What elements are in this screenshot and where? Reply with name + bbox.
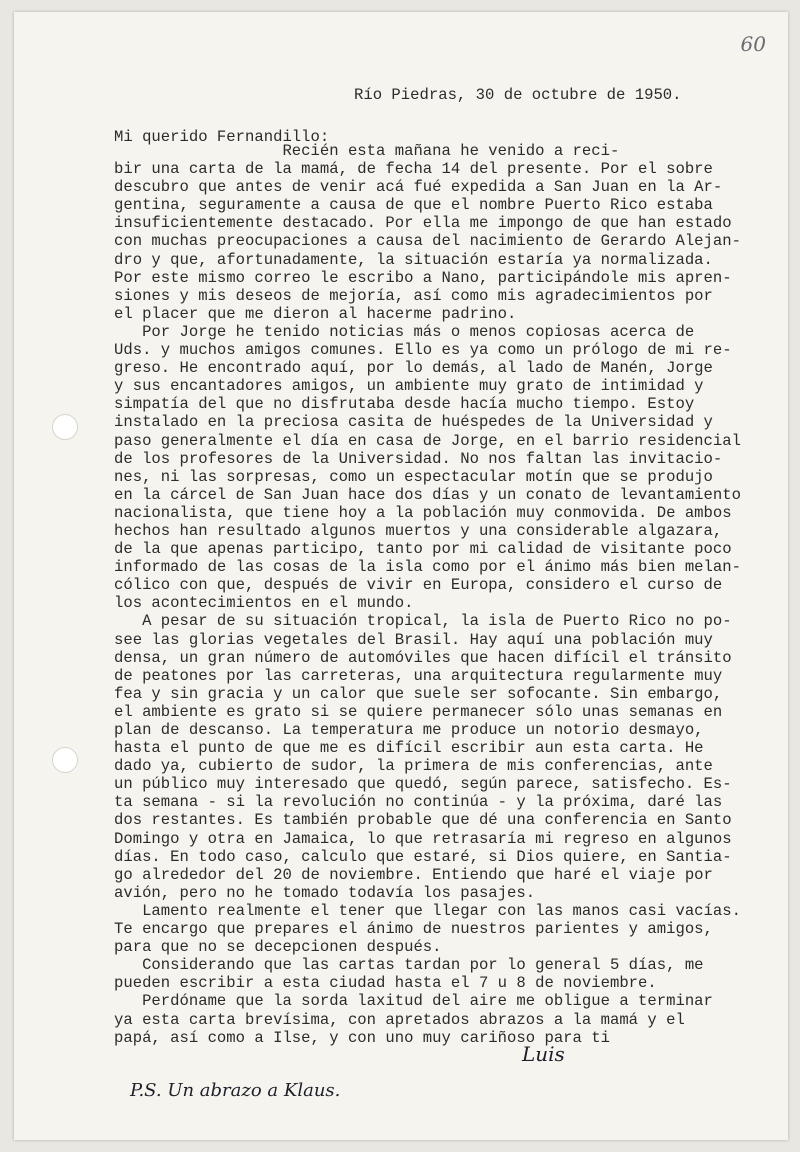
- letter-line: Considerando que las cartas tardan por lo general 5 días, me: [114, 956, 704, 975]
- letter-line: fea y sin gracia y un calor que suele ser sofocante. Sin embargo,: [114, 684, 723, 703]
- letter-line: see las glorias vegetales del Brasil. Hay aquí una población muy: [114, 630, 713, 649]
- letter-line: y sus encantadores amigos, un ambiente muy grato de intimidad y: [114, 377, 704, 396]
- letter-line: de los profesores de la Universidad. No nos faltan las invitacio-: [114, 449, 723, 468]
- letter-line: simpatía del que no disfrutaba desde hacía mucho tiempo. Estoy: [114, 395, 695, 414]
- letter-line: de peatones por las carreteras, una arquitectura regularmente muy: [114, 666, 723, 685]
- letter-line: ya esta carta brevísima, con apretados abrazos a la mamá y el: [114, 1010, 685, 1029]
- letter-line: papá, así como a Ilse, y con uno muy cariñoso para ti: [114, 1028, 610, 1047]
- letter-line: hasta el punto de que me es difícil escribir aun esta carta. He: [114, 739, 704, 758]
- letter-line: Domingo y otra en Jamaica, lo que retrasaría mi regreso en algunos: [114, 829, 732, 848]
- letter-line: Uds. y muchos amigos comunes. Ello es ya como un prólogo de mi re-: [114, 341, 732, 360]
- letter-line: Te encargo que prepares el ánimo de nuestros parientes y amigos,: [114, 920, 713, 939]
- letter-line: cólico con que, después de vivir en Europa, considero el curso de: [114, 576, 723, 595]
- letter-line: densa, un gran número de automóviles que hacen difícil el tránsito: [114, 648, 732, 667]
- signature: Luis: [522, 1042, 565, 1066]
- salutation: Mi querido Fernandillo:: [114, 128, 330, 146]
- letter-line: A pesar de su situación tropical, la isla de Puerto Rico no po-: [114, 612, 732, 631]
- letter-line: los acontecimientos en el mundo.: [114, 594, 414, 613]
- letter-line: dado ya, cubierto de sudor, la primera de mis conferencias, ante: [114, 757, 713, 776]
- punch-hole-bottom: [52, 747, 78, 773]
- letter-line: Perdóname que la sorda laxitud del aire me obligue a terminar: [114, 992, 713, 1011]
- letter-line: siones y mis deseos de mejoría, así como mis agradecimientos por: [114, 286, 713, 305]
- letter-line: hechos han resultado algunos muertos y una considerable algazara,: [114, 521, 723, 540]
- letter-line: Lamento realmente el tener que llegar con las manos casi vacías.: [114, 901, 741, 920]
- letter-line: el ambiente es grato si se quiere permanecer sólo unas semanas en: [114, 702, 723, 721]
- letter-line: ta semana - si la revolución no continúa - y la próxima, daré las: [114, 793, 723, 812]
- letter-line: greso. He encontrado aquí, por lo demás, al lado de Manén, Jorge: [114, 359, 713, 378]
- letter-body: [114, 142, 784, 1047]
- letter-line: días. En todo caso, calculo que estaré, si Dios quiere, en Santia-: [114, 847, 732, 866]
- letter-line: plan de descanso. La temperatura me produce un notorio desmayo,: [114, 721, 704, 739]
- letter-line: Por Jorge he tenido noticias más o menos copiosas acerca de: [114, 322, 695, 341]
- letter-line: con muchas preocupaciones a causa del nacimiento de Gerardo Alejan-: [114, 232, 741, 251]
- letter-line: Por este mismo correo le escribo a Nano, participándole mis apren-: [114, 268, 732, 287]
- letter-page: [14, 12, 788, 1140]
- letter-line: avión, pero no he tomado todavía los pasajes.: [114, 883, 536, 902]
- letter-line: gentina, seguramente a causa de que el nombre Puerto Rico estaba: [114, 196, 713, 215]
- letter-line: informado de las cosas de la isla como por el ánimo más bien melan-: [114, 558, 741, 577]
- letter-line: el placer que me dieron al hacerme padrino.: [114, 304, 517, 323]
- date-line: Río Piedras, 30 de octubre de 1950.: [354, 86, 682, 104]
- letter-line: dos restantes. Es también probable que dé una conferencia en Santo: [114, 811, 732, 830]
- letter-line: para que no se decepcionen después.: [114, 938, 442, 957]
- letter-line: nes, ni las sorpresas, como un espectacular motín que se produjo: [114, 467, 713, 486]
- letter-line: paso generalmente el día en casa de Jorge, en el barrio residencial: [114, 431, 741, 450]
- letter-line: de la que apenas participo, tanto por mi calidad de visitante poco: [114, 540, 732, 559]
- letter-line: dro y que, afortunadamente, la situación estaría ya normalizada.: [114, 250, 713, 269]
- postscript: P.S. Un abrazo a Klaus.: [130, 1080, 341, 1101]
- letter-line: pueden escribir a esta ciudad hasta el 7 u 8 de noviembre.: [114, 974, 657, 993]
- letter-line: descubro que antes de venir acá fué expedida a San Juan en la Ar-: [114, 178, 723, 197]
- letter-line: en la cárcel de San Juan hace dos días y un conato de levantamiento: [114, 485, 741, 504]
- letter-line: bir una carta de la mamá, de fecha 14 del presente. Por el sobre: [114, 160, 713, 179]
- letter-line: instalado en la preciosa casita de huéspedes de la Universidad y: [114, 413, 713, 432]
- letter-line: nacionalista, que tiene hoy a la población muy conmovida. De ambos: [114, 503, 732, 522]
- letter-line: go alrededor del 20 de noviembre. Entiendo que haré el viaje por: [114, 865, 713, 884]
- letter-line: Recién esta mañana he venido a reci-: [114, 142, 620, 160]
- letter-line: un público muy interesado que quedó, según parece, satisfecho. Es-: [114, 775, 732, 794]
- letter-line: insuficientemente destacado. Por ella me impongo de que han estado: [114, 214, 732, 233]
- folio-number: 60: [740, 32, 766, 56]
- punch-hole-top: [52, 414, 78, 440]
